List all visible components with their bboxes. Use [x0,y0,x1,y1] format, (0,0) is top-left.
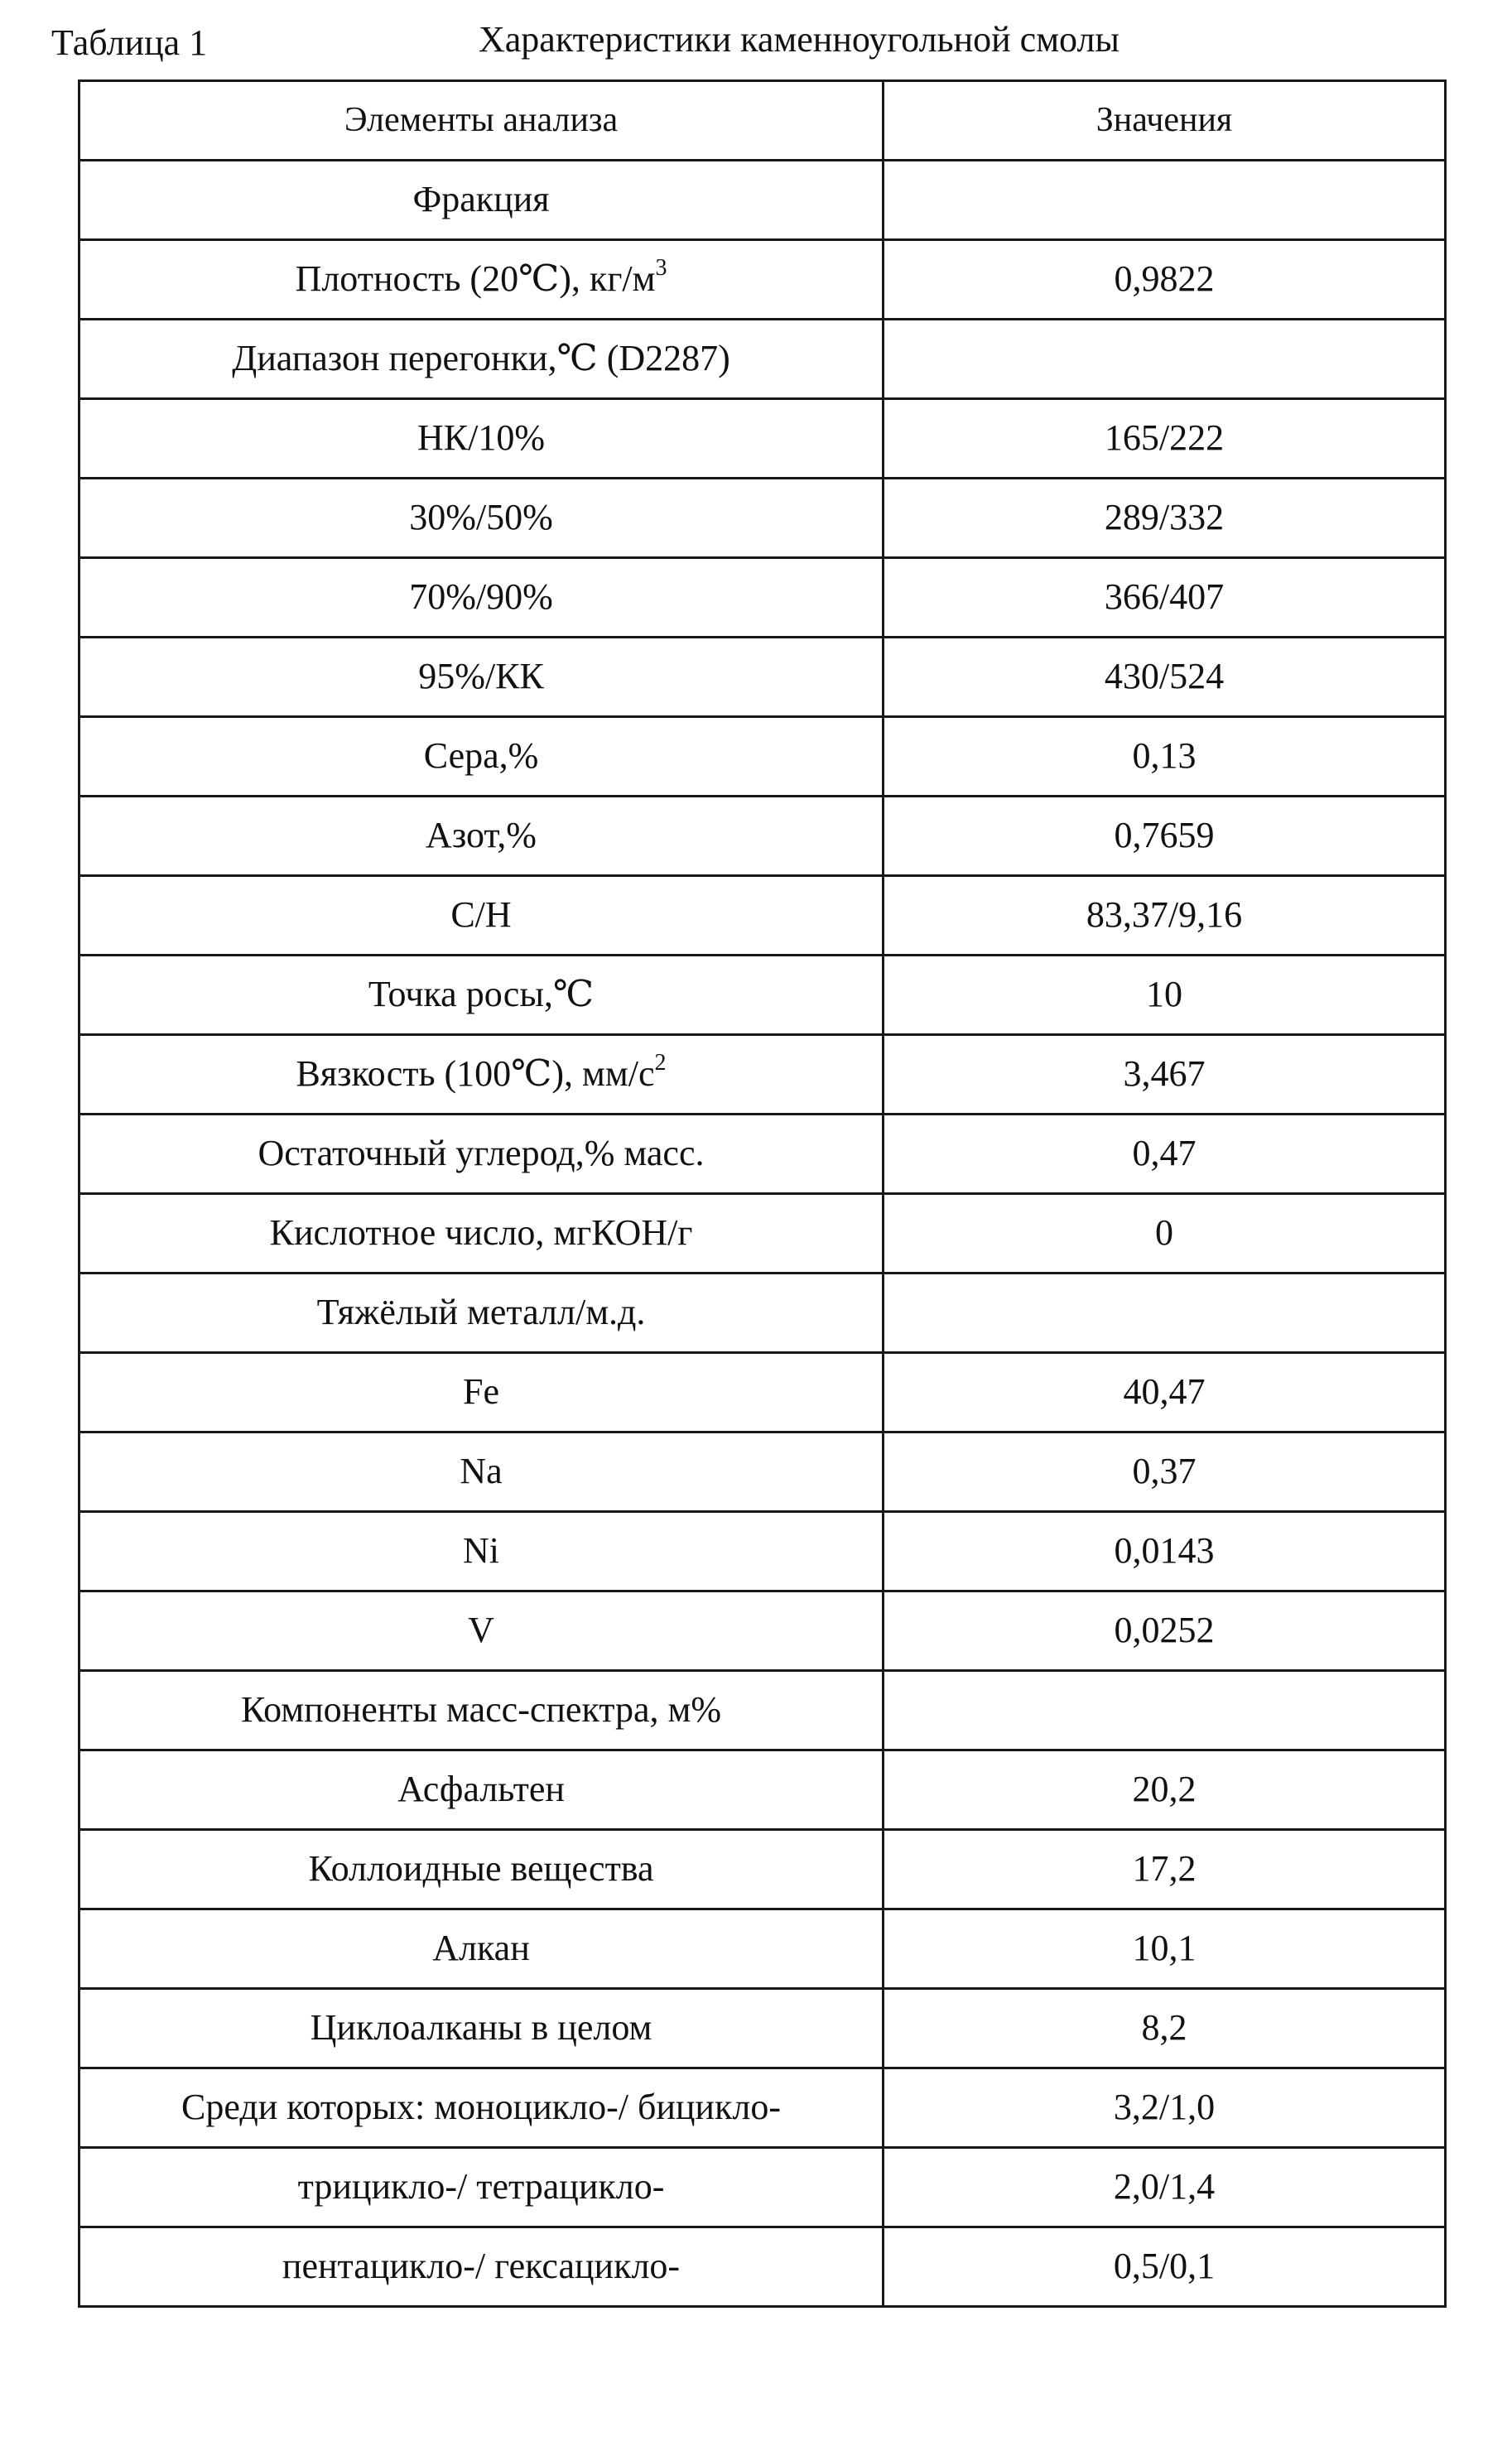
analysis-element-name: Остаточный углерод,% масс. [258,1133,705,1174]
table-title: Характеристики каменноугольной смолы [479,19,1120,60]
table-row [79,1512,1446,1591]
table-row [79,717,1446,797]
analysis-element-cell [79,1671,884,1750]
analysis-element-cell [79,638,884,717]
table-row [79,2227,1446,2307]
analysis-element-name: Азот,% [426,815,537,856]
analysis-element-cell [79,1274,884,1353]
analysis-element-cell [79,479,884,558]
analysis-element-cell [79,161,884,240]
value-cell [884,161,1446,240]
value-cell: 0,37 [884,1432,1446,1512]
value-cell: 3,2/1,0 [884,2068,1446,2148]
analysis-element-name: Точка росы,℃ [368,974,595,1015]
value-cell: 0 [884,1194,1446,1274]
analysis-element-cell [79,1750,884,1830]
value-cell: 366/407 [884,558,1446,638]
analysis-element-cell [79,717,884,797]
table-row [79,558,1446,638]
value-cell [884,1671,1446,1750]
table-row [79,1909,1446,1989]
analysis-element-name: Сера,% [423,735,539,777]
table-row [79,161,1446,240]
analysis-element-name: Среди которых: моноцикло-/ бицикло- [181,2087,781,2128]
analysis-element-cell [79,2227,884,2307]
analysis-element-name: Вязкость (100℃), мм/с [296,1053,655,1095]
table-row [79,320,1446,399]
analysis-element-cell [79,240,884,320]
analysis-element-name: пентацикло-/ гексацикло- [282,2246,681,2287]
table-row [79,2148,1446,2227]
table-row [79,797,1446,876]
value-cell: 40,47 [884,1353,1446,1432]
table-row [79,479,1446,558]
value-cell: 8,2 [884,1989,1446,2068]
unit-superscript: 2 [654,1050,667,1076]
value-cell: 165/222 [884,399,1446,479]
analysis-element-cell [79,876,884,956]
analysis-element-name: Циклоалканы в целом [310,2007,652,2049]
value-cell: 0,9822 [884,240,1446,320]
analysis-element-cell [79,1591,884,1671]
value-cell: 2,0/1,4 [884,2148,1446,2227]
header-analysis-elements: Элементы анализа [79,81,884,161]
analysis-element-cell [79,2148,884,2227]
table-row [79,1194,1446,1274]
analysis-element-name: Плотность (20℃), кг/м [295,258,656,300]
analysis-element-name: Ni [463,1530,499,1572]
table-body [79,161,1446,2307]
analysis-element-name: 70%/90% [409,576,553,618]
table-row [79,1750,1446,1830]
analysis-element-cell [79,1432,884,1512]
value-cell: 289/332 [884,479,1446,558]
analysis-element-name: Коллоидные вещества [308,1848,654,1890]
value-cell: 0,47 [884,1115,1446,1194]
table-row [79,1353,1446,1432]
value-cell: 430/524 [884,638,1446,717]
analysis-element-name: Тяжёлый металл/м.д. [316,1292,646,1333]
header-values: Значения [884,81,1446,161]
analysis-element-name: Диапазон перегонки,℃ (D2287) [232,338,730,379]
analysis-element-cell [79,1035,884,1115]
analysis-element-cell [79,2068,884,2148]
analysis-element-cell [79,797,884,876]
table-row [79,1591,1446,1671]
table-row [79,876,1446,956]
value-cell: 20,2 [884,1750,1446,1830]
analysis-element-name: Алкан [432,1928,530,1969]
table-row [79,399,1446,479]
analysis-element-name: Компоненты масс-спектра, м% [240,1689,722,1731]
analysis-element-name: трицикло-/ тетрацикло- [297,2166,665,2208]
table-row [79,1035,1446,1115]
analysis-element-cell [79,399,884,479]
table-row [79,1115,1446,1194]
analysis-element-name: НК/10% [417,417,545,459]
table-row [79,1989,1446,2068]
analysis-element-name: V [468,1610,494,1651]
value-cell: 83,37/9,16 [884,876,1446,956]
value-cell [884,1274,1446,1353]
table-row [79,2068,1446,2148]
value-cell: 0,0143 [884,1512,1446,1591]
table-row [79,1432,1446,1512]
table-row [79,240,1446,320]
analysis-element-name: C/H [450,894,512,936]
value-cell: 0,13 [884,717,1446,797]
analysis-element-name: 30%/50% [409,497,553,538]
value-cell [884,320,1446,399]
analysis-element-cell [79,1830,884,1909]
analysis-element-name: Fe [463,1371,499,1413]
table-row [79,1671,1446,1750]
analysis-element-name: Кислотное число, мгКОН/г [269,1212,693,1254]
analysis-element-cell [79,1512,884,1591]
analysis-element-name: Асфальтен [397,1769,565,1810]
analysis-element-cell [79,956,884,1035]
analysis-element-cell [79,320,884,399]
value-cell: 3,467 [884,1035,1446,1115]
analysis-element-name: Na [460,1451,503,1492]
analysis-element-cell [79,1353,884,1432]
table-row [79,1274,1446,1353]
value-cell: 0,5/0,1 [884,2227,1446,2307]
value-cell: 0,0252 [884,1591,1446,1671]
analysis-element-cell [79,1115,884,1194]
value-cell: 0,7659 [884,797,1446,876]
table-row [79,638,1446,717]
analysis-element-cell [79,1989,884,2068]
unit-superscript: 3 [655,255,667,282]
analysis-element-cell [79,1909,884,1989]
value-cell: 10 [884,956,1446,1035]
value-cell: 17,2 [884,1830,1446,1909]
table-row [79,956,1446,1035]
coal-tar-characteristics-table [78,79,1447,2308]
analysis-element-cell [79,558,884,638]
table-row [79,1830,1446,1909]
analysis-element-cell [79,1194,884,1274]
analysis-element-name: 95%/КК [418,656,544,697]
analysis-element-name: Фракция [412,179,550,220]
table-number-label: Таблица 1 [51,22,208,63]
table-header-row [79,81,1446,161]
value-cell: 10,1 [884,1909,1446,1989]
